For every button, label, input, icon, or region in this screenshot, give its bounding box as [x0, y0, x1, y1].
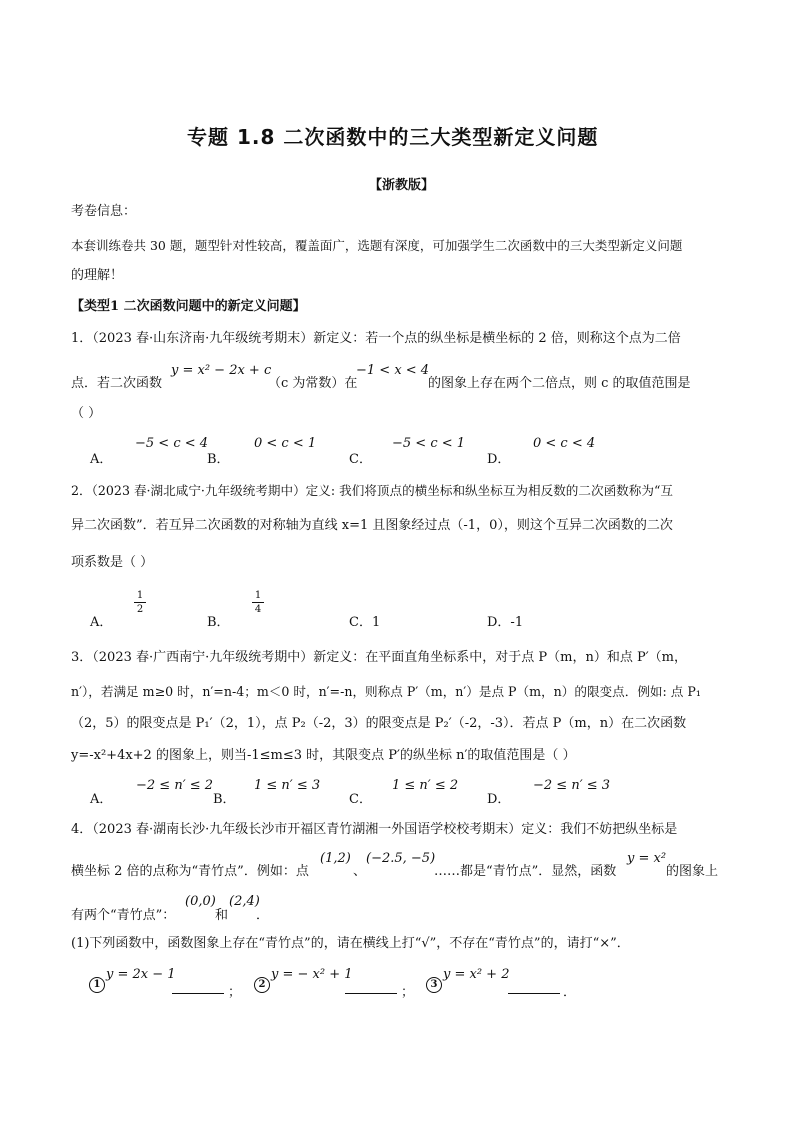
page-title: 专题 1.8 二次函数中的三大类型新定义问题	[187, 125, 599, 149]
q1-text-b: （c 为常数）在	[268, 376, 358, 391]
q2-option-b-denominator: 4	[254, 604, 262, 615]
q4-formula-3: y = x² + 2	[443, 967, 510, 982]
circled-number-3: 3	[426, 977, 442, 993]
q1-option-c: −5 < c < 1	[392, 436, 466, 451]
q3-option-a: −2 ≤ n′ ≤ 2	[136, 778, 214, 793]
q2-option-a-fraction	[134, 590, 146, 615]
q1-option-b: 0 < c < 1	[254, 436, 317, 451]
q3-line-4: y=-x²+4x+2 的图象上，则当-1≤m≤3 时，其限变点 P′的纵坐标 n′的取值范围是（ ）	[71, 748, 576, 763]
q3-option-c: 1 ≤ n′ ≤ 2	[392, 778, 459, 793]
q4-point-3: (0,0)	[185, 894, 216, 909]
q4-formula-2: y = − x² + 1	[271, 967, 353, 982]
q4-text-b: ……都是“青竹点”．显然，函数	[434, 864, 617, 879]
q3-option-d-label: D．	[487, 792, 511, 807]
q4-text-c: 的图象上	[666, 864, 719, 879]
q4-text-a: 横坐标 2 倍的点称为“青竹点”．例如：点	[71, 864, 309, 879]
q1-text-c: 的图象上存在两个二倍点，则 c 的取值范围是	[428, 376, 691, 391]
q3-line-1: 3．（2023 春·广西南宁·九年级统考期中）新定义：在平面直角坐标系中，对于点 P（m，n）和点 P′（m，	[71, 650, 687, 665]
q4-blank-2[interactable]	[345, 979, 397, 998]
q4-semicolon-2: ；	[401, 985, 415, 1000]
q3-option-b-label: B．	[213, 792, 236, 807]
section-heading: 【类型1 二次函数问题中的新定义问题】	[71, 299, 306, 314]
q4-and: 和	[215, 908, 229, 923]
q1-option-d: 0 < c < 4	[533, 436, 596, 451]
q4-point-1: (1,2)	[320, 851, 351, 866]
q3-line-3: （2，5）的限变点是 P₁′（2，1），点 P₂（-2，3）的限变点是 P₂′（-2，-3）．若点 P（m，n）在二次函数	[71, 716, 687, 731]
q4-period: ．	[256, 908, 270, 923]
q2-option-c: C．1	[349, 615, 381, 630]
q1-option-c-label: C．	[349, 452, 372, 467]
q1-option-a: −5 < c < 4	[135, 436, 209, 451]
q2-option-d: D．-1	[487, 615, 524, 630]
q2-option-a-label: A．	[90, 615, 113, 630]
q1-formula-interval: −1 < x < 4	[356, 363, 430, 378]
q4-item-3	[426, 974, 442, 993]
q4-blank-1[interactable]	[172, 979, 224, 998]
q2-option-a-numerator: 1	[136, 590, 144, 601]
q2-line-1: 2．（2023 春·湖北咸宁·九年级统考期中）定义: 我们将顶点的横坐标和纵坐标互为相反数的二次函数称为“互	[71, 483, 673, 498]
q2-option-b-numerator: 1	[254, 590, 262, 601]
q2-line-3: 项系数是（ ）	[71, 555, 154, 570]
q1-answer-paren: （ ）	[71, 406, 102, 421]
q1-option-a-label: A．	[90, 452, 113, 467]
q3-line-2: n′），若满足 m≥0 时，n′=n-4；m＜0 时，n′=-n，则称点 P′（m，n′）是点 P（m，n）的限变点．例如: 点 P₁	[71, 684, 701, 699]
q3-option-d: −2 ≤ n′ ≤ 3	[533, 778, 611, 793]
circled-number-1: 1	[89, 977, 105, 993]
q4-line-1: 4．（2023 春·湖南长沙·九年级长沙市开福区青竹湖湘一外国语学校校考期末）定义：我们不妨把纵坐标是	[71, 822, 678, 837]
q4-function: y = x²	[627, 851, 667, 866]
q4-point-4: (2,4)	[229, 894, 260, 909]
q4-item-2	[254, 974, 270, 993]
info-label: 考卷信息：	[71, 204, 137, 219]
q4-formula-1: y = 2x − 1	[106, 967, 176, 982]
q1-text-a: 点．若二次函数	[71, 376, 163, 391]
q4-semicolon-1: ；	[228, 985, 242, 1000]
q3-option-b: 1 ≤ n′ ≤ 3	[254, 778, 321, 793]
q4-item-1	[89, 974, 105, 993]
q1-line-1: 1．（2023 春·山东济南·九年级统考期末）新定义：若一个点的纵坐标是横坐标的 2 倍，则称这个点为二倍	[71, 331, 681, 346]
q1-formula-function: y = x² − 2x + c	[171, 363, 272, 378]
q2-line-2: 异二次函数”．若互异二次函数的对称轴为直线 x=1 且图象经过点（-1，0），则这个互异二次函数的二次	[71, 518, 673, 533]
q4-separator: 、	[353, 864, 367, 879]
q3-option-a-label: A．	[90, 792, 113, 807]
q2-option-b-label: B．	[207, 615, 230, 630]
q2-option-b-fraction	[252, 590, 264, 615]
circled-number-2: 2	[254, 977, 270, 993]
q4-point-2: (−2.5, −5)	[366, 851, 436, 866]
q3-option-c-label: C．	[349, 792, 372, 807]
q1-option-d-label: D．	[487, 452, 511, 467]
q4-text-line3: 有两个“青竹点”：	[71, 908, 176, 923]
q2-option-a-denominator: 2	[136, 604, 144, 615]
q4-sub-question-1: (1)下列函数中，函数图象上存在“青竹点”的，请在横线上打“√”，不存在“青竹点”的，请打“×”．	[71, 936, 630, 951]
q4-blank-3[interactable]	[508, 979, 560, 998]
edition-label: 【浙教版】	[369, 178, 435, 193]
info-line-2: 的理解！	[71, 268, 124, 283]
info-line-1: 本套训练卷共 30 题，题型针对性较高，覆盖面广，选题有深度，可加强学生二次函数中的三大类型新定义问题	[71, 238, 683, 253]
q4-end-period: ．	[563, 985, 577, 1000]
q1-option-b-label: B．	[207, 452, 230, 467]
